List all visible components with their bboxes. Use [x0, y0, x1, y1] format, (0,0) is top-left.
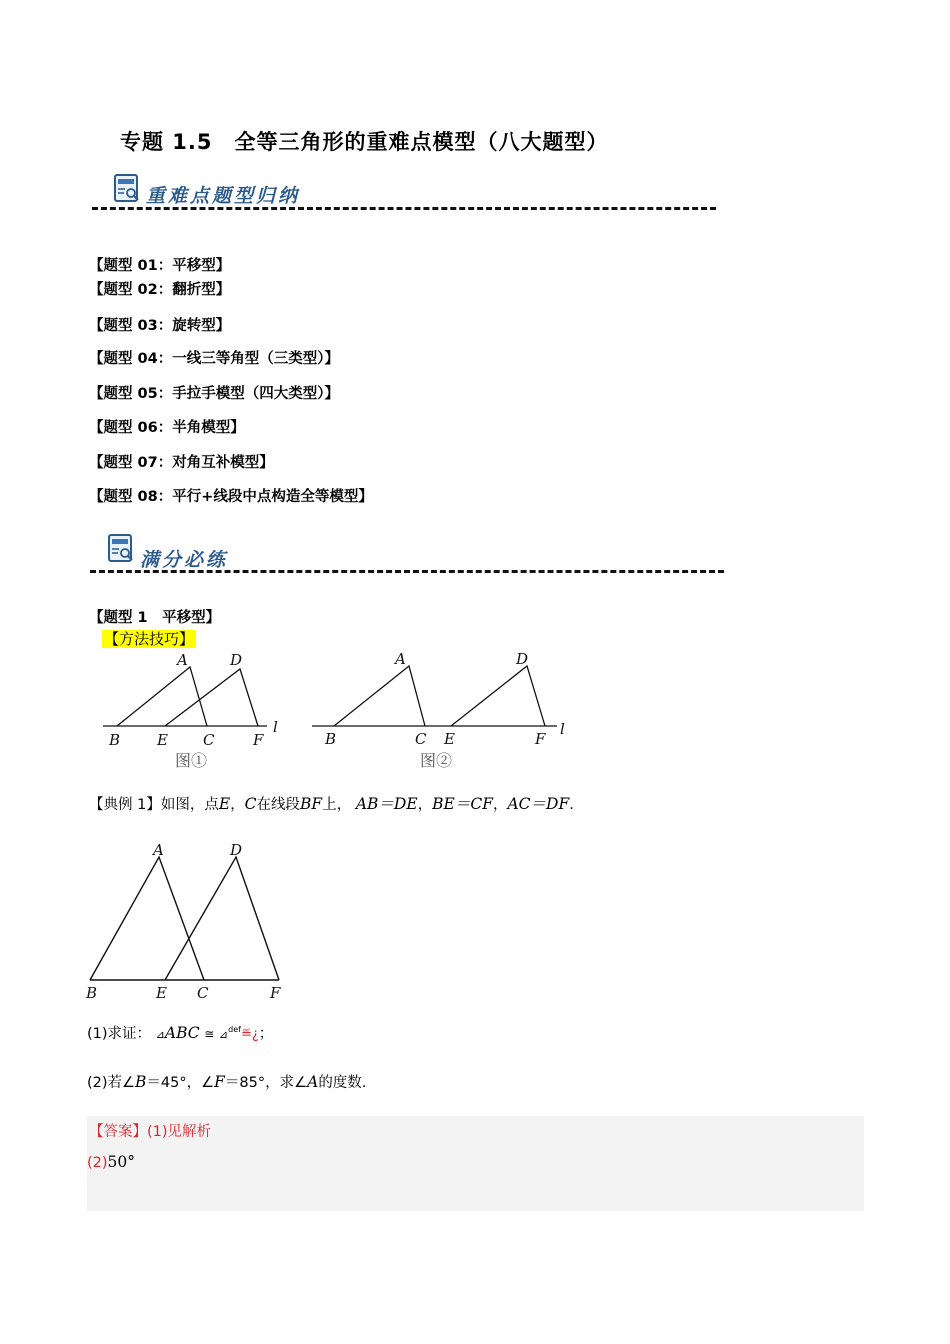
figure-2-caption: 图② [420, 751, 453, 770]
answer-label: 【答案】 [89, 1124, 147, 1140]
period: . [569, 797, 574, 813]
label-D: D [230, 651, 243, 669]
divider [92, 207, 716, 210]
page-title: 专题 1.5 全等三角形的重难点模型（八大题型） [120, 130, 609, 154]
separator: ， [492, 797, 508, 813]
example-figure [80, 835, 300, 1010]
congruent-symbol: ≅ [204, 1027, 215, 1041]
separator: ， [417, 797, 433, 813]
label-F: F [535, 730, 546, 748]
separator: ， [230, 797, 245, 813]
answer-2-label: (2) [87, 1155, 108, 1171]
equation-ab-de: AB＝DE [355, 795, 418, 813]
label-l: l [273, 718, 278, 736]
answer-line-1 [89, 1120, 211, 1141]
label-D: D [516, 650, 529, 668]
section-title-summary: 重难点题型归纳 [146, 185, 301, 207]
triangle-abc [117, 667, 207, 726]
label-B: B [325, 730, 337, 748]
label-C: C [197, 984, 209, 1002]
question-2 [87, 1071, 366, 1092]
question-2-end: 的度数. [318, 1075, 367, 1091]
label-E: E [157, 731, 168, 749]
figure-1-caption: 图① [175, 751, 208, 770]
angle-a: A [307, 1073, 319, 1091]
segment-bf: BF [300, 795, 323, 813]
text-segment: 在线段 [256, 797, 301, 813]
answer-line-2 [87, 1153, 135, 1171]
angle-b: B [135, 1073, 147, 1091]
semicolon: ； [258, 1026, 274, 1042]
label-B: B [109, 731, 121, 749]
document-search-icon [112, 172, 142, 204]
triangle-def [165, 669, 258, 726]
section-header-summary [112, 172, 142, 208]
equation-be-cf: BE＝CF [432, 795, 493, 813]
question-1-prefix: (1)求证： [87, 1026, 152, 1042]
figure-2 [312, 666, 557, 726]
toc-item: 【题型 07：对角互补模型】 [89, 455, 274, 471]
def-text: def [228, 1025, 241, 1034]
question-1 [87, 1022, 273, 1043]
label-A: A [153, 841, 164, 859]
example-prefix: 【典例 1】如图，点 [89, 797, 219, 813]
label-B: B [86, 984, 98, 1002]
triangle-symbol: ⊿ [155, 1028, 165, 1041]
point-c: C [244, 795, 257, 813]
triangle-def [451, 666, 545, 726]
toc-item: 【题型 05：手拉手模型（四大类型）】 [89, 386, 339, 402]
label-l: l [560, 720, 565, 738]
toc-item: 【题型 03：旋转型】 [89, 318, 231, 334]
label-C: C [203, 731, 215, 749]
label-E: E [156, 984, 167, 1002]
divider [90, 570, 724, 573]
figure-1 [103, 667, 267, 726]
label-C: C [415, 730, 427, 748]
label-F: F [253, 731, 264, 749]
toc-item: 【题型 02：翻折型】 [89, 282, 231, 298]
section-title-practice: 满分必练 [140, 549, 229, 571]
document-search-icon [106, 532, 136, 564]
method-figures [95, 645, 595, 775]
section-header-practice [106, 532, 136, 568]
angle-f: F [214, 1073, 225, 1091]
question-2-prefix: (2)若∠ [87, 1075, 136, 1091]
label-A: A [177, 651, 188, 669]
triangle-symbol: ⊿ [218, 1028, 229, 1041]
toc-item: 【题型 01：平移型】 [89, 258, 231, 274]
garbled-text: ≝¿ [240, 1027, 259, 1042]
answer-2: 50° [107, 1153, 136, 1171]
triangle-abc [90, 857, 204, 980]
toc-item: 【题型 06：半角模型】 [89, 420, 245, 436]
value-text: ＝45°，∠ [146, 1075, 215, 1091]
triangle-name: ABC [164, 1024, 200, 1042]
point-e: E [218, 795, 231, 813]
equation-ac-df: AC＝DF [507, 795, 570, 813]
label-A: A [395, 650, 406, 668]
text-segment: 上， [322, 797, 352, 813]
label-E: E [444, 730, 455, 748]
value-text: ＝85°，求∠ [224, 1075, 308, 1091]
toc-item: 【题型 08：平行+线段中点构造全等模型】 [89, 489, 373, 505]
label-D: D [230, 841, 243, 859]
toc-item: 【题型 04：一线三等角型（三类型）】 [89, 351, 339, 367]
label-F: F [270, 984, 281, 1002]
topic-heading: 【题型 1 平移型】 [89, 610, 221, 626]
answer-1: (1)见解析 [147, 1124, 212, 1140]
method-tip-label: 【方法技巧】 [104, 630, 195, 648]
triangle-abc [334, 666, 425, 726]
example-statement [89, 792, 574, 814]
